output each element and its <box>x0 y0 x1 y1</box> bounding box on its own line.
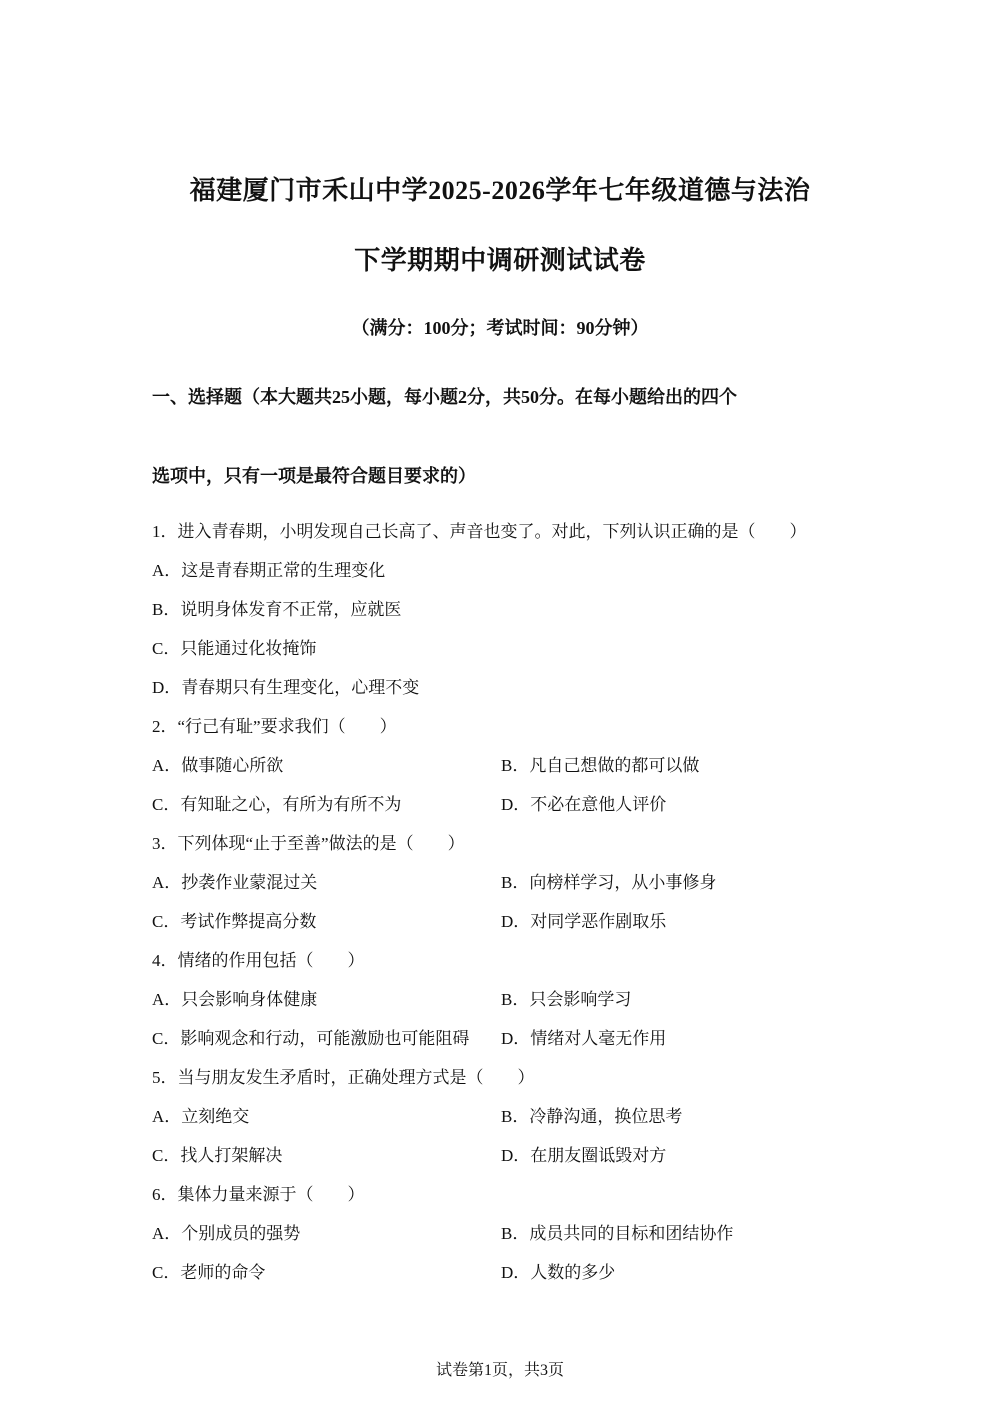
question-stem: 1．进入青春期，小明发现自己长高了、声音也变了。对此，下列认识正确的是（ ） <box>152 522 807 541</box>
option: C．老师的命令 <box>152 1263 266 1282</box>
option: B．向榜样学习，从小事修身 <box>501 873 717 892</box>
option: B．说明身体发育不正常，应就医 <box>152 600 402 619</box>
page-footer: 试卷第1页，共3页 <box>435 1362 564 1379</box>
question-stem: 3．下列体现“止于至善”做法的是（ ） <box>152 834 465 853</box>
option: B．冷静沟通，换位思考 <box>501 1107 683 1126</box>
question-stem: 4．情绪的作用包括（ ） <box>152 951 365 970</box>
option: A．做事随心所欲 <box>152 756 284 775</box>
section-heading-line2: 选项中，只有一项是最符合题目要求的） <box>152 466 476 486</box>
option: C．有知耻之心，有所为有所不为 <box>152 795 402 814</box>
option: C．找人打架解决 <box>152 1146 283 1165</box>
question-stem: 6．集体力量来源于（ ） <box>152 1185 365 1204</box>
option: A．只会影响身体健康 <box>152 990 318 1009</box>
option: A．这是青春期正常的生理变化 <box>152 561 386 580</box>
exam-title-line1: 福建厦门市禾山中学2025-2026学年七年级道德与法治 <box>189 176 811 205</box>
section-heading-line1: 一、选择题（本大题共25小题，每小题2分，共50分。在每小题给出的四个 <box>152 387 737 407</box>
option: A．立刻绝交 <box>152 1107 250 1126</box>
option: C．只能通过化妆掩饰 <box>152 639 317 658</box>
question-stem: 5．当与朋友发生矛盾时，正确处理方式是（ ） <box>152 1068 535 1087</box>
option: B．成员共同的目标和团结协作 <box>501 1224 734 1243</box>
exam-title-line2: 下学期期中调研测试试卷 <box>354 246 646 275</box>
exam-info: （满分：100分；考试时间：90分钟） <box>351 318 649 338</box>
option: D．人数的多少 <box>501 1263 616 1282</box>
option: D．在朋友圈诋毁对方 <box>501 1146 667 1165</box>
option: A．抄袭作业蒙混过关 <box>152 873 318 892</box>
question-stem: 2．“行己有耻”要求我们（ ） <box>152 717 397 736</box>
option: B．只会影响学习 <box>501 990 632 1009</box>
option: C．考试作弊提高分数 <box>152 912 317 931</box>
option: B．凡自己想做的都可以做 <box>501 756 700 775</box>
option: C．影响观念和行动，可能激励也可能阻碍 <box>152 1029 470 1048</box>
option: D．情绪对人毫无作用 <box>501 1029 667 1048</box>
option: D．不必在意他人评价 <box>501 795 667 814</box>
option: D．青春期只有生理变化，心理不变 <box>152 678 420 697</box>
option: A．个别成员的强势 <box>152 1224 301 1243</box>
option: D．对同学恶作剧取乐 <box>501 912 667 931</box>
